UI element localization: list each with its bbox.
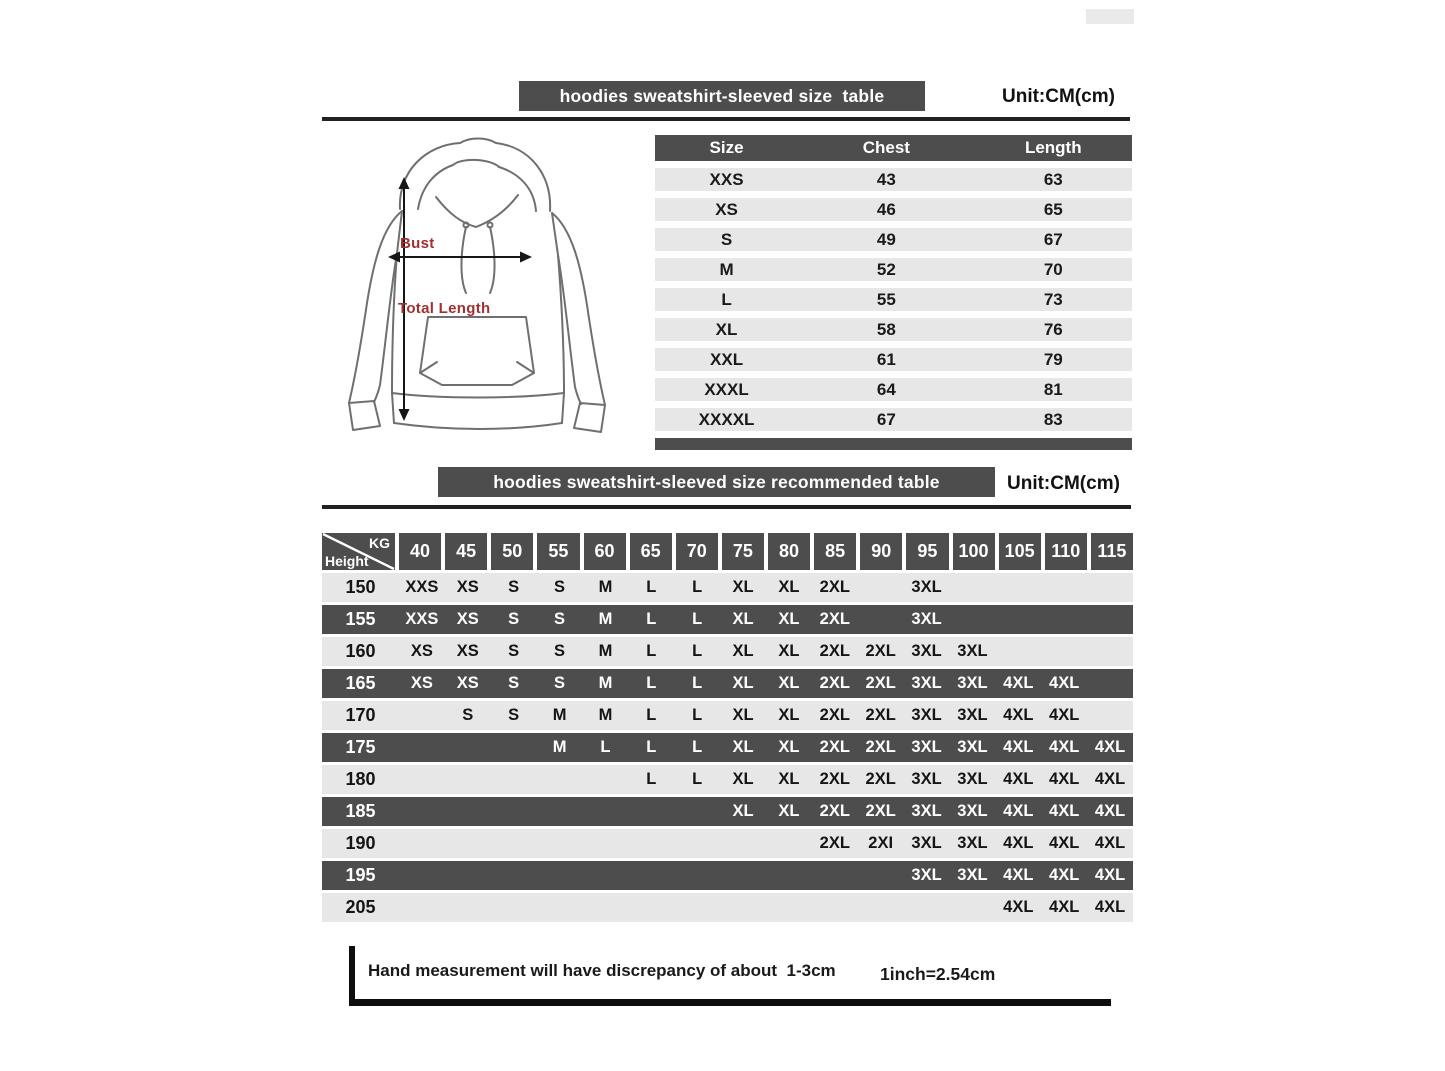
weight-header-40: 40 [399, 533, 441, 570]
recommended-row-170 [322, 701, 1133, 730]
height-cell-205: 205 [345, 897, 376, 917]
size-cell-160-75: XL [732, 642, 754, 660]
size-table-title-bar [519, 81, 925, 111]
recommended-row-195 [322, 861, 1133, 890]
size-cell-185-85: 2XL [819, 802, 850, 820]
size-table-cell: 81 [1043, 379, 1063, 399]
height-cell-190: 190 [345, 833, 376, 853]
height-cell-165: 165 [345, 673, 376, 693]
size-cell-150-50: S [508, 578, 520, 596]
height-cell-160: 160 [345, 641, 376, 661]
recommended-row-155 [322, 605, 1133, 634]
size-table-row-xs [655, 198, 1132, 221]
size-cell-175-60: L [600, 738, 611, 756]
hoodie-outline-drawing [340, 135, 615, 455]
kg-height-corner-cell [322, 533, 395, 570]
height-cell-175: 175 [345, 737, 376, 757]
height-cell-195: 195 [345, 865, 376, 885]
size-cell-150-45: XS [456, 578, 479, 596]
size-cell-150-75: XL [732, 578, 754, 596]
weight-header-95: 95 [906, 533, 948, 570]
recommended-table-title-bar [438, 467, 995, 497]
size-cell-195-95: 3XL [911, 866, 942, 884]
recommended-table-unit-label: Unit:CM(cm) [1007, 473, 1120, 494]
size-cell-160-70: L [692, 642, 703, 660]
size-cell-195-110: 4XL [1049, 866, 1080, 884]
size-table-cell: XXS [709, 169, 744, 189]
size-cell-170-45: S [462, 706, 474, 724]
height-cell-185: 185 [345, 801, 376, 821]
size-table-cell: 67 [876, 409, 896, 429]
size-cell-190-100: 3XL [957, 834, 988, 852]
size-cell-205-110: 4XL [1049, 898, 1080, 916]
size-cell-155-70: L [692, 610, 703, 628]
size-cell-180-90: 2XL [865, 770, 896, 788]
size-table-cell: 73 [1043, 289, 1063, 309]
size-cell-165-55: S [554, 674, 566, 692]
size-cell-160-60: M [598, 642, 613, 660]
size-cell-155-50: S [508, 610, 520, 628]
recommended-row-185 [322, 797, 1133, 826]
size-cell-160-40: XS [410, 642, 433, 660]
size-table-cell: 46 [876, 199, 896, 219]
recommended-row-180 [322, 765, 1133, 794]
size-cell-155-65: L [646, 610, 657, 628]
size-cell-165-100: 3XL [957, 674, 988, 692]
size-cell-165-65: L [646, 674, 657, 692]
size-table-cell: 70 [1043, 259, 1063, 279]
size-table-cell: 61 [876, 349, 896, 369]
inch-conversion-text: 1inch=2.54cm [880, 964, 996, 984]
size-table-cell: XXXXL [698, 409, 755, 429]
size-cell-185-80: XL [778, 802, 800, 820]
size-cell-180-110: 4XL [1049, 770, 1080, 788]
size-cell-170-95: 3XL [911, 706, 942, 724]
size-cell-150-55: S [554, 578, 566, 596]
size-cell-170-70: L [692, 706, 703, 724]
recommended-row-175 [322, 733, 1133, 762]
size-table-row-xxxxl [655, 408, 1132, 431]
height-cell-150: 150 [345, 577, 376, 597]
footnote-bottom-bar [349, 999, 1111, 1006]
size-cell-150-60: M [598, 578, 613, 596]
size-table-row-xxs [655, 168, 1132, 191]
size-cell-205-115: 4XL [1094, 898, 1126, 916]
size-cell-150-80: XL [778, 578, 800, 596]
recommended-table-title: hoodies sweatshirt-sleeved size recommended table [493, 471, 940, 492]
recommended-row-190 [322, 829, 1133, 858]
size-cell-190-90: 2XI [868, 834, 894, 852]
weight-header-70: 70 [676, 533, 718, 570]
size-table-cell: XL [715, 319, 738, 339]
size-cell-175-115: 4XL [1094, 738, 1126, 756]
size-cell-170-75: XL [732, 706, 754, 724]
bottom-divider-rule [322, 505, 1131, 509]
size-table-row-m [655, 258, 1132, 281]
weight-header-55: 55 [537, 533, 579, 570]
size-cell-160-65: L [646, 642, 657, 660]
size-cell-185-100: 3XL [957, 802, 988, 820]
weight-header-50: 50 [491, 533, 533, 570]
size-cell-160-95: 3XL [911, 642, 942, 660]
size-cell-160-90: 2XL [865, 642, 896, 660]
size-cell-165-70: L [692, 674, 703, 692]
size-cell-175-85: 2XL [819, 738, 850, 756]
size-table-row-l [655, 288, 1132, 311]
size-cell-150-65: L [646, 578, 657, 596]
size-cell-160-55: S [554, 642, 566, 660]
size-cell-150-95: 3XL [911, 578, 942, 596]
weight-header-110: 110 [1045, 533, 1087, 570]
size-cell-170-60: M [598, 706, 613, 724]
size-table-title: hoodies sweatshirt-sleeved size table [559, 85, 885, 106]
size-cell-170-90: 2XL [865, 706, 896, 724]
weight-header-75: 75 [722, 533, 764, 570]
weight-header-45: 45 [445, 533, 487, 570]
size-cell-190-105: 4XL [1003, 834, 1034, 852]
size-cell-160-85: 2XL [819, 642, 850, 660]
size-cell-170-85: 2XL [819, 706, 850, 724]
size-cell-165-110: 4XL [1049, 674, 1080, 692]
footnote-left-bar [349, 946, 355, 1006]
size-cell-175-95: 3XL [911, 738, 942, 756]
size-cell-155-40: XXS [405, 610, 439, 628]
size-cell-195-115: 4XL [1094, 866, 1126, 884]
size-cell-185-95: 3XL [911, 802, 942, 820]
size-table-cell: 79 [1043, 349, 1063, 369]
size-cell-150-40: XXS [405, 578, 439, 596]
size-cell-195-105: 4XL [1003, 866, 1034, 884]
size-cell-155-55: S [554, 610, 566, 628]
size-cell-185-105: 4XL [1003, 802, 1034, 820]
size-table-cell: 67 [1043, 229, 1063, 249]
weight-header-90: 90 [860, 533, 902, 570]
size-cell-180-80: XL [778, 770, 800, 788]
top-divider-rule [322, 117, 1130, 121]
size-cell-175-75: XL [732, 738, 754, 756]
size-cell-175-105: 4XL [1003, 738, 1034, 756]
size-cell-155-75: XL [732, 610, 754, 628]
size-cell-165-40: XS [410, 674, 433, 692]
size-cell-175-70: L [692, 738, 703, 756]
size-table-cell: 63 [1043, 169, 1063, 189]
hoodie-measurement-diagram [340, 135, 615, 455]
size-cell-185-75: XL [732, 802, 754, 820]
size-cell-180-105: 4XL [1003, 770, 1034, 788]
size-cell-180-65: L [646, 770, 657, 788]
size-cell-180-115: 4XL [1094, 770, 1126, 788]
total-length-label: Total Length [398, 300, 491, 317]
size-cell-160-100: 3XL [957, 642, 988, 660]
weight-header-100: 100 [953, 533, 995, 570]
size-cell-165-45: XS [456, 674, 479, 692]
size-cell-185-90: 2XL [865, 802, 896, 820]
size-table-row-xxxl [655, 378, 1132, 401]
size-table-cell: 65 [1043, 199, 1063, 219]
size-table-header-row [655, 135, 1132, 161]
size-table-row-s [655, 228, 1132, 251]
photo-artifact [1086, 9, 1134, 24]
size-table-row-xl [655, 318, 1132, 341]
size-cell-150-85: 2XL [819, 578, 850, 596]
size-cell-175-100: 3XL [957, 738, 988, 756]
weight-header-60: 60 [584, 533, 626, 570]
size-cell-190-110: 4XL [1049, 834, 1080, 852]
height-label: Height [325, 553, 369, 569]
weight-header-85: 85 [814, 533, 856, 570]
size-cell-175-80: XL [778, 738, 800, 756]
recommended-row-160 [322, 637, 1133, 666]
size-cell-170-105: 4XL [1003, 706, 1034, 724]
size-cell-195-100: 3XL [957, 866, 988, 884]
size-cell-170-55: M [552, 706, 567, 724]
size-cell-180-70: L [692, 770, 703, 788]
size-cell-160-45: XS [456, 642, 479, 660]
size-cell-185-115: 4XL [1094, 802, 1126, 820]
size-cell-185-110: 4XL [1049, 802, 1080, 820]
size-cell-165-85: 2XL [819, 674, 850, 692]
size-cell-170-80: XL [778, 706, 800, 724]
kg-label: KG [369, 535, 390, 551]
size-cell-155-95: 3XL [911, 610, 942, 628]
size-table-cell: 64 [876, 379, 896, 399]
size-cell-175-55: M [552, 738, 567, 756]
size-cell-155-60: M [598, 610, 613, 628]
size-table-cell: L [721, 289, 732, 309]
size-table-cell: 76 [1043, 319, 1063, 339]
height-cell-180: 180 [345, 769, 376, 789]
size-table-cell: 58 [876, 319, 896, 339]
size-table-cell: XS [715, 199, 738, 219]
height-cell-170: 170 [345, 705, 376, 725]
size-cell-150-70: L [692, 578, 703, 596]
size-table-cell: 52 [876, 259, 896, 279]
size-cell-165-60: M [598, 674, 613, 692]
size-cell-165-105: 4XL [1003, 674, 1034, 692]
size-cell-190-95: 3XL [911, 834, 942, 852]
weight-header-115: 115 [1091, 533, 1133, 570]
size-table-unit-label: Unit:CM(cm) [1002, 86, 1115, 107]
size-table-header-size: Size [709, 138, 744, 157]
size-cell-155-45: XS [456, 610, 479, 628]
size-cell-170-110: 4XL [1049, 706, 1080, 724]
size-cell-165-50: S [508, 674, 520, 692]
size-table-cell: 83 [1043, 409, 1063, 429]
size-cell-180-85: 2XL [819, 770, 850, 788]
size-cell-180-75: XL [732, 770, 754, 788]
size-cell-180-95: 3XL [911, 770, 942, 788]
weight-header-65: 65 [630, 533, 672, 570]
size-cell-205-105: 4XL [1003, 898, 1034, 916]
recommended-row-205 [322, 893, 1133, 922]
footnote-text: Hand measurement will have discrepancy of about 1-3cm [368, 961, 836, 980]
weight-header-80: 80 [768, 533, 810, 570]
size-cell-180-100: 3XL [957, 770, 988, 788]
size-table-cell: 55 [876, 289, 896, 309]
size-cell-190-115: 4XL [1094, 834, 1126, 852]
size-cell-155-80: XL [778, 610, 800, 628]
size-table-cell: 43 [876, 169, 896, 189]
size-cell-165-80: XL [778, 674, 800, 692]
size-table-cell: M [719, 259, 734, 279]
size-table [655, 135, 1132, 450]
size-cell-170-100: 3XL [957, 706, 988, 724]
size-cell-160-50: S [508, 642, 520, 660]
height-cell-155: 155 [345, 609, 376, 629]
size-cell-165-95: 3XL [911, 674, 942, 692]
bust-label: Bust [400, 235, 435, 252]
size-cell-165-90: 2XL [865, 674, 896, 692]
size-table-cell: 49 [876, 229, 896, 249]
size-cell-175-110: 4XL [1049, 738, 1080, 756]
size-table-cell: XXXL [704, 379, 749, 399]
size-table-header-length: Length [1024, 138, 1082, 157]
size-table-cell: S [720, 229, 733, 249]
size-cell-175-65: L [646, 738, 657, 756]
size-table-header-chest: Chest [862, 138, 910, 157]
recommended-size-table [322, 533, 1133, 922]
size-cell-175-90: 2XL [865, 738, 896, 756]
size-table-row-xxl [655, 348, 1132, 371]
size-cell-155-85: 2XL [819, 610, 850, 628]
size-table-cell: XXL [710, 349, 744, 369]
size-cell-170-65: L [646, 706, 657, 724]
size-cell-165-75: XL [732, 674, 754, 692]
weight-header-105: 105 [999, 533, 1041, 570]
size-table-footer-bar [655, 438, 1132, 450]
recommended-row-165 [322, 669, 1133, 698]
recommended-table-header-row [322, 533, 1133, 570]
size-cell-170-50: S [508, 706, 520, 724]
size-cell-160-80: XL [778, 642, 800, 660]
recommended-row-150 [322, 573, 1133, 602]
size-cell-190-85: 2XL [819, 834, 850, 852]
